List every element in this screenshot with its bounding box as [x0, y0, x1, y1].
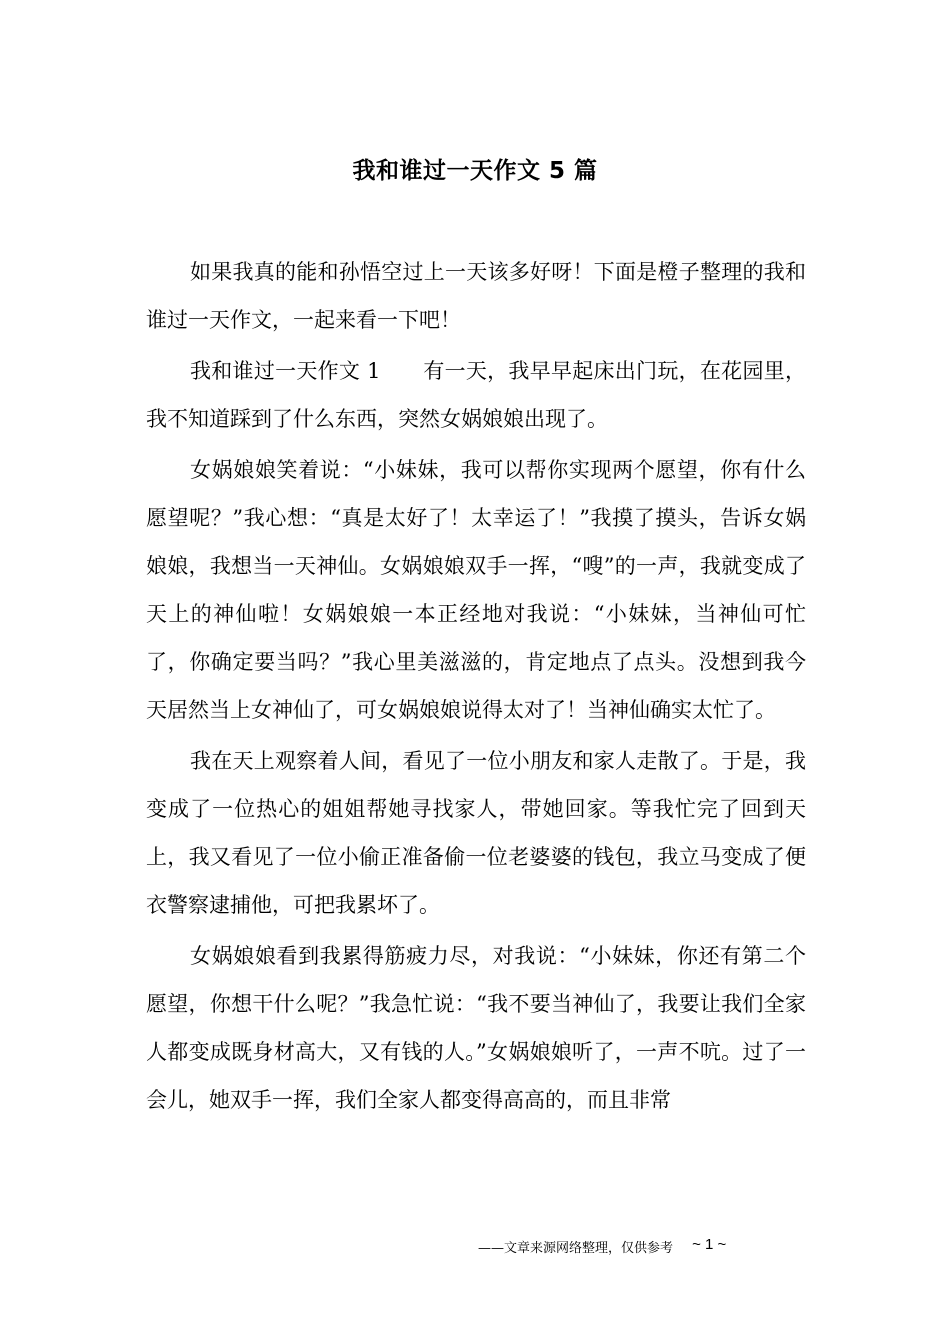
footer-source-note: ——文章来源网络整理，仅供参考 — [478, 1241, 674, 1256]
paragraph-second-wish: 女娲娘娘看到我累得筋疲力尽，对我说：“小妹妹，你还有第二个愿望，你想干什么呢？”我急忙说：“我不要当神仙了，我要让我们全家人都变成既身材高大，又有钱的人。”女娲娘娘听了，一声不吭。过了一会儿，她双手一挥，我们全家人都变得高高的，而且非常 — [146, 944, 806, 1112]
paragraph-intro: 如果我真的能和孙悟空过上一天该多好呀！下面是橙子整理的我和谁过一天作文，一起来看一下吧！ — [146, 260, 806, 332]
paragraph-essay-1-opening: 我和谁过一天作文 1 有一天，我早早起床出门玩，在花园里，我不知道踩到了什么东西，突然女娲娘娘出现了。 — [146, 359, 806, 431]
page-footer — [478, 1234, 726, 1264]
page-number: ~ 1 ~ — [692, 1236, 727, 1253]
document-body — [146, 248, 806, 1124]
document-title: 我和谁过一天作文 5 篇 — [352, 158, 598, 184]
paragraph-nuwa-wish: 女娲娘娘笑着说：“小妹妹，我可以帮你实现两个愿望，你有什么愿望呢？”我心想：“真是太好了！太幸运了！”我摸了摸头，告诉女娲娘娘，我想当一天神仙。女娲娘娘双手一挥，“嗖”的一声，我就变成了天上的神仙啦！女娲娘娘一本正经地对我说：“小妹妹，当神仙可忙了，你确定要当吗？”我心里美滋滋的，肯定地点了点头。没想到我今天居然当上女神仙了，可女娲娘娘说得太对了！当神仙确实太忙了。 — [146, 458, 806, 722]
paragraph-helping-people: 我在天上观察着人间，看见了一位小朋友和家人走散了。于是，我变成了一位热心的姐姐帮她寻找家人，带她回家。等我忙完了回到天上，我又看见了一位小偷正准备偷一位老婆婆的钱包，我立马变成了便衣警察逮捕他，可把我累坏了。 — [146, 749, 806, 917]
